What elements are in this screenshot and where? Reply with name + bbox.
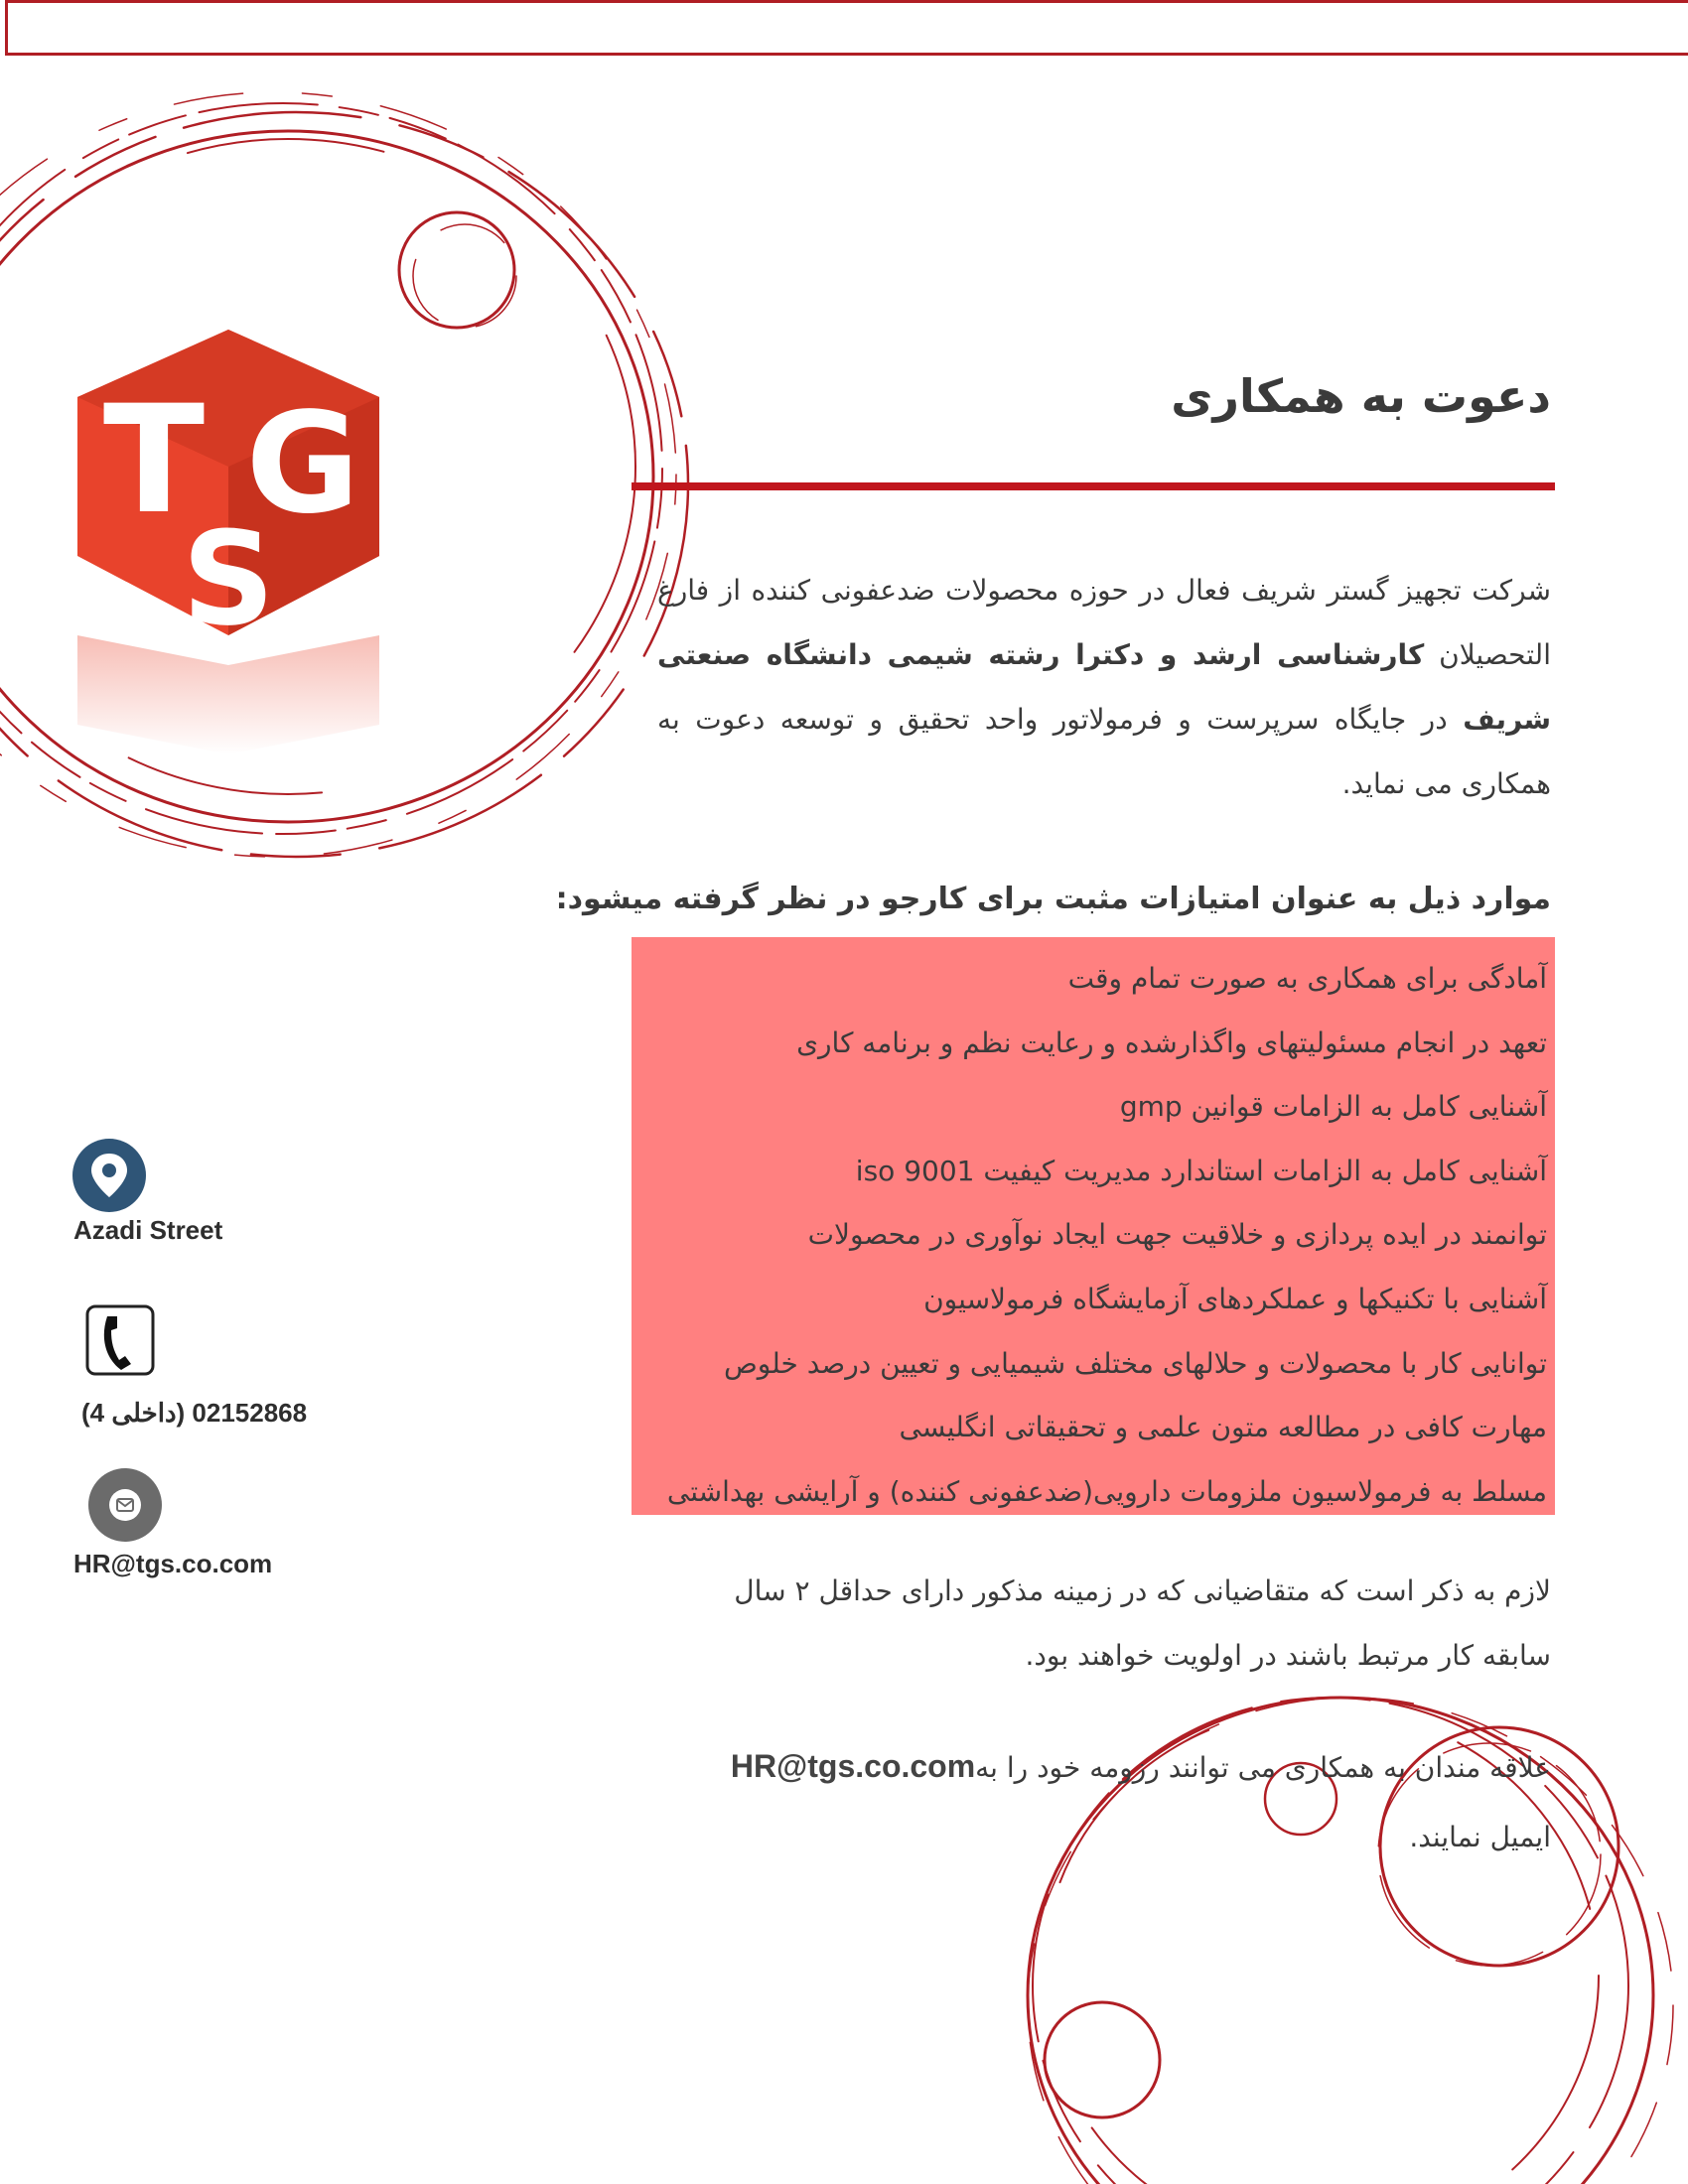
apply-text-start: علاقه مندان به همکاری می توانند رزومه خود را به [975, 1751, 1551, 1784]
svg-text:S: S [182, 503, 275, 654]
intro-text-start: شرکت تجهیز گستر شریف فعال در حوزه محصولات ضدعفونی کننده از فارغ التحصیلان [657, 574, 1551, 671]
telephone-icon [85, 1304, 155, 1376]
title-divider [632, 482, 1555, 490]
advantage-item: آمادگی برای همکاری به صورت تمام وقت [1067, 962, 1547, 995]
advantage-item: آشنایی کامل به الزامات استاندارد مدیریت کیفیت iso 9001 [855, 1154, 1547, 1187]
contact-phone: 02152868 (داخلی 4) [81, 1398, 308, 1428]
advantage-item: آشنایی کامل به الزامات قوانین gmp [1119, 1090, 1547, 1124]
page-title: دعوت به همکاری [1171, 369, 1551, 423]
contact-address: Azadi Street [73, 1215, 223, 1245]
intro-paragraph [657, 558, 1551, 816]
tgs-logo [60, 308, 397, 764]
advantage-item: مسلط به فرمولاسیون ملزومات دارویی(ضدعفونی کننده) و آرایشی بهداشتی [666, 1474, 1547, 1508]
advantage-item: تعهد در انجام مسئولیتهای واگذارشده و رعایت نظم و برنامه کاری [796, 1025, 1547, 1059]
location-pin-icon [71, 1138, 147, 1213]
apply-email-link[interactable]: HR@tgs.co.com [730, 1748, 976, 1784]
advantage-item: مهارت کافی در مطالعه متون علمی و تحقیقاتی انگلیسی [899, 1411, 1547, 1444]
svg-text:T: T [102, 374, 206, 547]
top-banner [5, 0, 1688, 56]
advantages-heading: موارد ذیل به عنوان امتیازات مثبت برای کارجو در نظر گرفته میشود: [555, 882, 1551, 916]
envelope-icon [87, 1467, 163, 1543]
advantages-list [667, 947, 1547, 1524]
advantage-item: توانایی کار با محصولات و حلالهای مختلف شیمیایی و تعیین درصد خلوص [723, 1346, 1547, 1380]
advantage-item: توانمند در ایده پردازی و خلاقیت جهت ایجاد نوآوری در محصولات [807, 1218, 1547, 1252]
intro-text-bold: کارشناسی ارشد و دکترا رشته شیمی دانشگاه صنعتی شریف [657, 638, 1552, 736]
apply-text-end: ایمیل نمایند. [1409, 1821, 1551, 1853]
experience-note: لازم به ذکر است که متقاضیانی که در زمینه مذکور دارای حداقل ۲ سال سابقه کار مرتبط باشند در اولویت خواهند بود. [734, 1574, 1551, 1672]
svg-text:G: G [245, 383, 360, 545]
advantage-item: آشنایی با تکنیکها و عملکردهای آزمایشگاه فرمولاسیون [923, 1282, 1547, 1315]
apply-paragraph [628, 1731, 1551, 1872]
intro-text-end: در جایگاه سرپرست و فرمولاتور واحد تحقیق و توسعه دعوت به همکاری می نماید. [657, 703, 1551, 800]
contact-email[interactable]: HR@tgs.co.com [73, 1549, 273, 1578]
advantages-highlight-box [632, 937, 1555, 1515]
